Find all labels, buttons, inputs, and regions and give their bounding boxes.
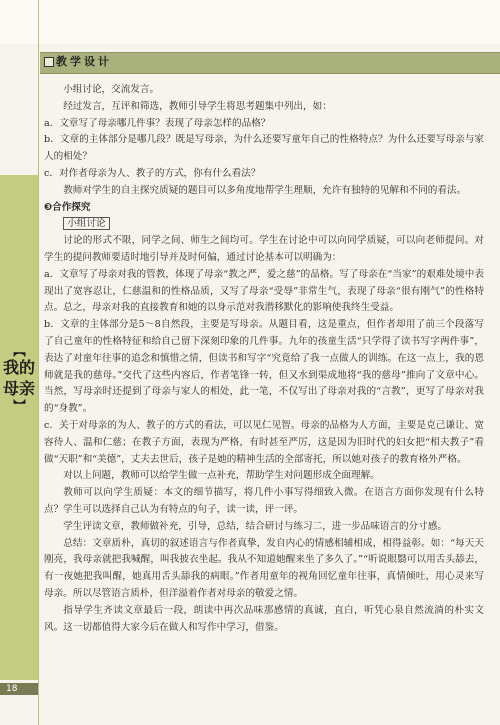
- paragraph: c．对作者母亲为人、教子的方式，你有什么看法？: [44, 167, 261, 179]
- subsection-label: [44, 216, 484, 233]
- paragraph: 学生评读文章，教师做补充，引导，总结，结合研讨与练习二，进一步品味语言的分寸感。: [63, 520, 447, 532]
- square-icon: [44, 57, 54, 67]
- subsection-label-text: 小组讨论: [63, 217, 109, 230]
- paragraph: 小组讨论，交流发言。: [63, 84, 160, 95]
- paragraph: 教师可以向学生质疑：本文的细节描写，将几件小事写得细致入微。在语言方面你发现有什么特点？学生可以选择自己认为有特点的句子，读一读，评一评。: [44, 487, 484, 515]
- paragraph: 对以上问题，教师可以给学生做一点补充，帮助学生对问题形成全面理解。: [63, 470, 380, 482]
- body-text: [44, 82, 484, 636]
- paragraph: a．文章写了母亲哪几件事？表现了母亲怎样的品格？: [44, 117, 271, 129]
- paragraph: b．文章的主体部分是哪几段？既是写母亲，为什么还要写童年自己的性格特点？为什么还要写母亲与家人的相处？: [44, 134, 484, 163]
- sidebar-edge-line: [38, 0, 39, 725]
- paragraph: 讨论的形式不限，同学之间、师生之间均可。学生在讨论中可以向同学质疑，可以向老师提问。对学生的提问教师要适时地引导并及时何偏，通过讨论基本可以明确为：: [44, 235, 484, 263]
- paragraph: 经过发言，互评和筛选，教师引导学生将思考题集中列出，如：: [63, 100, 332, 112]
- bracket-open: 【: [12, 344, 26, 357]
- page-number: 18: [0, 683, 38, 695]
- paragraph: b．文章的主体部分是5～8自然段，主要是写母亲。从题目看，这是重点，但作者却用了前三个段落写了自己童年的性格特征和给自己留下深刻印象的几件事。九年的孩童生活“只学得了读书写字两件事”，表达了对童年往事的追念和慎惜之情，但读书和写字“究竟给了我一点做人的训练。在这一点上，我的恩师就是我的慈母。”交代了这些内容后，作者笔锋一转，但又水到渠成地将“我的慈母”推向了文章中心。当然，写母亲时还提到了母亲与家人的相处，此一笔，不仅写出了母亲对我的“言教”，更写了母亲对我的“身教”。: [44, 319, 484, 415]
- chapter-title-text: 我的母亲: [2, 358, 35, 398]
- paragraph: c．关于对母亲的为人、教子的方式的看法，可以见仁见智。母亲的品格为人方面，主要是克己谦让、宽容待人、温和仁慈；在教子方面，表现为严格，有时甚至严厉，这是因为旧时代的妇女把“相夫教子”看做“天职”和“美德”，丈夫去世后，孩子是她的精神生活的全部寄托，所以她对孩子的教育格外严格。: [44, 419, 484, 465]
- paragraph: 教师对学生的自主探究质疑的题目可以多角度地帮学生理顺，允许有独特的见解和不同的看法。: [63, 184, 467, 196]
- section-heading: ❸合作探究: [44, 201, 91, 213]
- section-header-title: 教学设计: [56, 55, 112, 68]
- bracket-close: 】: [12, 398, 26, 411]
- chapter-sidebar: [0, 175, 38, 680]
- paragraph: 指导学生齐读文章最后一段，朗读中再次品味那感情的真诚，直白，听凭心泉自然流淌的朴实文风。这一切都值得大家今后在做人和写作中学习，借鉴。: [44, 604, 484, 633]
- top-margin: [0, 0, 500, 44]
- chapter-title: [0, 345, 38, 411]
- paragraph: a．文章写了母亲对我的管教，体现了母亲“教之严，爱之慈”的品格。写了母亲在“当家”的艰难处境中表现出了宽容忍让，仁慈温和的性格品质，又写了母亲“受辱”非常生气，表现了母亲“很有刚气”的性格特点。总之，母亲对我的直接教育和她的以身示范对我潜移默化的影响使我终生受益。: [44, 268, 484, 314]
- paragraph: 总结：文章质朴，真切的叙述语言与作者真挚，发自内心的情感相辅相成，相得益彰。如：“每天天刚亮，我母亲就把我喊醒，叫我披衣坐起。我从不知道她醒来坐了多久了。”“听说眼翳可以用舌头舔去，有一夜她把我叫醒，她真用舌头舔我的病眼。”作者用童年的视角回忆童年往事，真情倾吐，用心灵来写母亲。所以尽管语言质朴，但洋溢着作者对母亲的敬爱之情。: [44, 537, 484, 599]
